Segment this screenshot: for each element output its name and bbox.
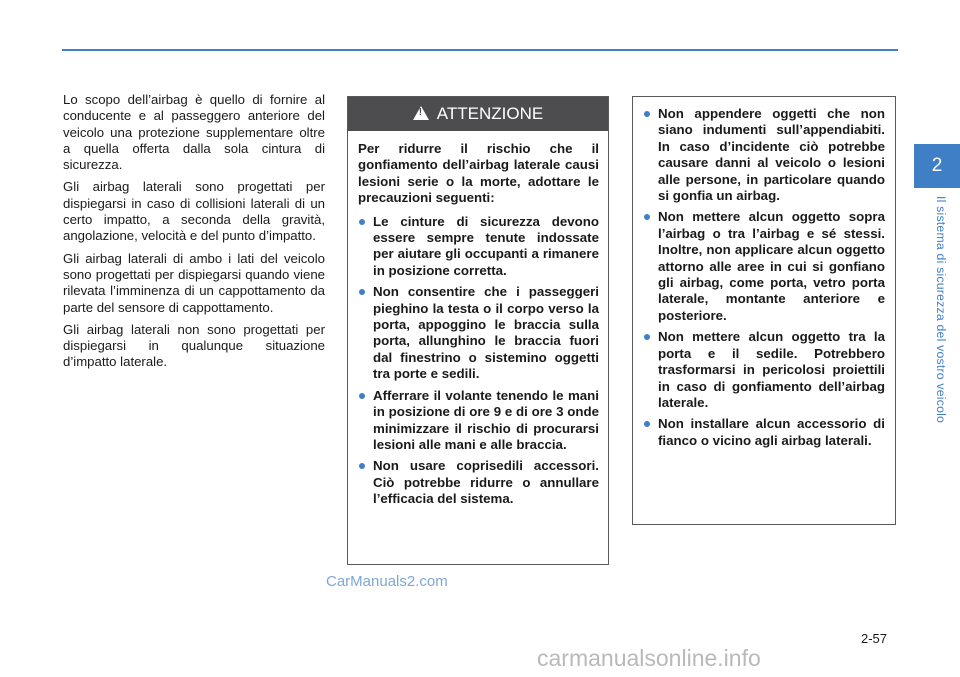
list-item	[643, 209, 885, 324]
list-item	[358, 388, 599, 454]
list-item-text: Non installare alcun accessorio di fianco o vicino agli airbag laterali.	[658, 416, 885, 448]
header-rule	[62, 49, 898, 51]
paragraph: Gli airbag laterali non sono progettati per dispiegarsi in qualunque situazione d’impatto laterale.	[63, 321, 325, 370]
bullet-icon	[644, 111, 650, 117]
bullet-icon	[359, 393, 365, 399]
bullet-icon	[644, 421, 650, 427]
list-item-text: Non usare coprisedili accessori. Ciò potrebbe ridurre o annullare l’efficacia del sistema.	[373, 458, 599, 507]
list-item-text: Afferrare il volante tenendo le mani in posizione di ore 9 e di ore 3 onde minimizzare il rischio di procurarsi lesioni alle mani e alle braccia.	[373, 387, 599, 452]
bullet-icon	[359, 219, 365, 225]
warning-header	[348, 97, 608, 131]
warning-triangle-icon	[413, 106, 429, 120]
chapter-title: Il sistema di sicurezza del vostro veicolo	[934, 196, 948, 424]
warning-list	[358, 214, 599, 508]
chapter-tab	[914, 144, 960, 188]
list-item	[643, 329, 885, 411]
list-item-text: Non consentire che i passeggeri pieghino la testa o il corpo verso la porta, appoggino le braccia sulla porta, allunghino le braccia fuori dal finestrino o sistemino oggetti tra porte e sedili.	[373, 284, 599, 382]
bullet-icon	[644, 334, 650, 340]
list-item	[358, 458, 599, 507]
warning-intro: Per ridurre il rischio che il gonfiamento dell’airbag laterale causi lesioni serie o la morte, adottare le precauzioni seguenti:	[358, 141, 599, 206]
continued-list	[643, 106, 885, 449]
bullet-icon	[644, 214, 650, 220]
watermark: CarManuals2.com	[326, 573, 448, 590]
list-item	[643, 106, 885, 204]
paragraph: Lo scopo dell’airbag è quello di fornire al conducente e al passeggero anteriore del veicolo una protezione supplementare oltre a quella offerta dalla sola cintura di sicurezza.	[63, 92, 325, 173]
site-watermark: carmanualsonline.info	[537, 645, 761, 671]
list-item	[358, 214, 599, 280]
paragraph: Gli airbag laterali di ambo i lati del veicolo sono progettati per dispiegarsi quando viene rilevata l’imminenza di un cappottamento da parte del sensore di cappottamento.	[63, 250, 325, 315]
body-text-column	[63, 92, 325, 377]
warning-box	[347, 96, 609, 565]
list-item-text: Le cinture di sicurezza devono essere sempre tenute indossate per aiutare gli occupanti a rimanere in posizione corretta.	[373, 213, 599, 278]
list-item-text: Non mettere alcun oggetto sopra l’airbag o tra l’airbag e sé stessi. Inoltre, non applicare alcun oggetto attorno alle aree in cui si gonfiano gli airbag, come porta, vetro porta laterale, montante anteriore e posteriore.	[658, 209, 885, 323]
list-item	[358, 284, 599, 382]
bullet-icon	[359, 289, 365, 295]
warning-title: ATTENZIONE	[436, 104, 544, 123]
warning-continued-box	[632, 96, 896, 525]
warning-body	[348, 131, 608, 508]
list-item-text: Non mettere alcun oggetto tra la porta e il sedile. Potrebbero trasformarsi in pericolosi proiettili in caso di gonfiamento dell’airbag laterale.	[658, 329, 885, 410]
page-number: 2-57	[861, 631, 888, 646]
list-item	[643, 416, 885, 449]
list-item-text: Non appendere oggetti che non siano indumenti sull’appendiabiti. In caso d’incidente ciò potrebbe causare danni al veicolo o lesioni alle persone, in particolare quando si gonfia un airbag.	[658, 106, 885, 204]
bullet-icon	[359, 463, 365, 469]
paragraph: Gli airbag laterali sono progettati per dispiegarsi in caso di collisioni laterali di un certo impatto, a seconda della gravità, angolazione, velocità e del punto d’impatto.	[63, 179, 325, 244]
chapter-number: 2	[931, 155, 943, 176]
